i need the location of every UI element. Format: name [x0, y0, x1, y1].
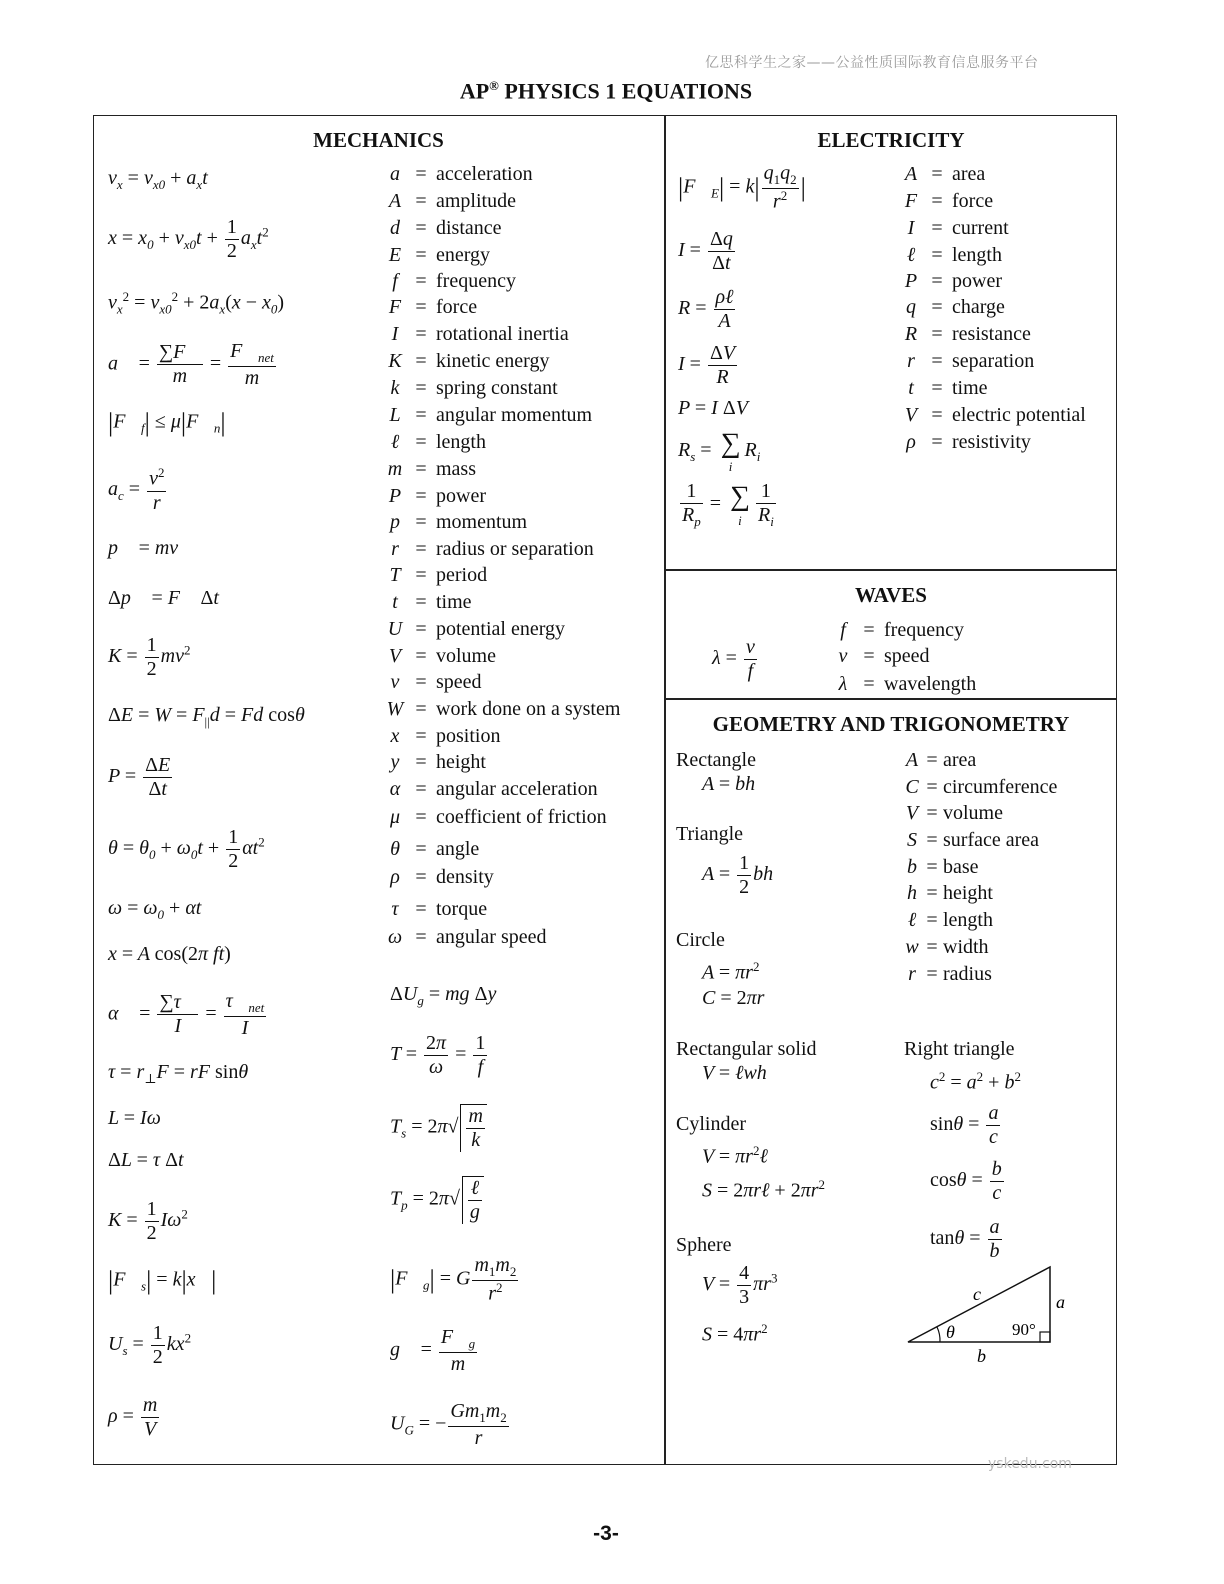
circle-label: Circle — [676, 929, 725, 951]
series-resistance-equation: $R_s$ = ∑ i $R_i$ — [678, 428, 761, 475]
definition-row: v = speed — [838, 645, 930, 667]
definition-row: F = force — [388, 296, 478, 318]
rectangular-solid-volume-equation: V = ℓwh — [702, 1062, 767, 1084]
definition-row: I = rotational inertia — [391, 323, 569, 345]
parallel-resistance-equation: $\frac{1}{R_p}$ = ∑ i $\frac{1}{R_i}$ — [682, 480, 774, 529]
newton-second-law-equation: a⃗ = $\frac{\sum F⃗}{m}$ = $F⃗_{net}$ m — [108, 340, 274, 389]
triangle-area-equation: A = $\frac{1}{2}$ bh — [702, 852, 774, 898]
definition-row: μ = coefficient of friction — [389, 806, 607, 828]
friction-inequality: $|F⃗_f|$ ≤ $\mu|F⃗_n|$ — [108, 408, 226, 437]
period-equation: T = $\frac{2\pi}{\omega}$ = $\frac{1}{f}$ — [390, 1032, 486, 1078]
gravitational-potential-energy-change-equation: $\Delta U_g$ = mg Δy — [390, 983, 497, 1008]
gravitational-force-equation: $|F⃗_g| = G$ $\frac{m_1m_2}{r^2}$ — [390, 1254, 517, 1305]
momentum-equation: p⃗ = mv⃗ — [108, 537, 194, 559]
definition-row: V = electric potential — [904, 404, 1086, 426]
wavelength-equation: λ = $\frac{v}{f}$ — [712, 636, 755, 682]
definition-row: k = spring constant — [390, 377, 558, 399]
definition-row: ω = angular speed — [387, 926, 547, 948]
definition-row: α = angular acceleration — [389, 778, 598, 800]
definition-row: x = position — [390, 725, 501, 747]
right-triangle-diagram — [900, 1260, 1080, 1370]
definition-row: R = resistance — [904, 323, 1031, 345]
watermark-top: 亿思科学生之家——公益性质国际教育信息服务平台 — [705, 55, 1039, 71]
definition-row: V = volume — [905, 802, 1003, 824]
current-equation: I = $\frac{\Delta q}{\Delta t}$ — [678, 228, 733, 274]
opposite-label: a — [1056, 1292, 1065, 1312]
cylinder-surface-area-equation: S = 2πrℓ + $2\pi r^2$ — [702, 1177, 826, 1202]
cosine-equation: cosθ = $\frac{b}{c}$ — [930, 1158, 1002, 1204]
definition-row: S = surface area — [907, 829, 1040, 851]
hookes-law-equation: $|F⃗_s|$ = k|x⃗| — [108, 1266, 217, 1295]
electricity-waves-divider — [664, 569, 1117, 571]
torque-equation: $\tau = r_\perp F$ = rF sinθ — [108, 1061, 249, 1086]
coulombs-law-equation: $|F⃗_E| = k|$ $\frac{q_1q_2}{r^2}$ | — [678, 162, 806, 213]
spring-period-equation: $T_s = 2\pi√$ $\frac{m}{k}$ — [390, 1104, 487, 1152]
rotational-kinetic-energy-equation: K = $\frac{1}{2}$ $I\omega^2$ — [108, 1198, 188, 1244]
definition-row: m = mass — [387, 458, 476, 480]
angular-position-equation: $\theta = \theta_0 + \omega_0t$ + $\frac{1}{2}$ $\alpha t^2$ — [108, 826, 265, 872]
electricity-heading: ELECTRICITY — [817, 128, 965, 152]
angular-velocity-equation: $\omega = \omega_0 + \alpha t$ — [108, 897, 202, 922]
right-triangle-label: Right triangle — [904, 1038, 1015, 1060]
definition-row: f = frequency — [392, 270, 516, 292]
right-angle-label: 90° — [1012, 1320, 1036, 1339]
definition-row: ℓ = length — [390, 431, 486, 453]
waves-heading: WAVES — [855, 583, 927, 607]
cylinder-label: Cylinder — [676, 1113, 746, 1135]
definition-row: V = volume — [388, 645, 496, 667]
centripetal-acceleration-equation: $a_c$ = $\frac{v^2}{r}$ — [108, 465, 165, 514]
definition-row: t = time — [392, 591, 472, 613]
angular-impulse-equation: ΔL = τ Δt — [108, 1149, 184, 1171]
angle-theta-arc — [937, 1327, 940, 1342]
triangle-label: Triangle — [676, 823, 744, 845]
circle-circumference-equation: C = 2πr — [702, 987, 765, 1009]
hypotenuse-label: c — [973, 1284, 981, 1304]
definition-row: K = kinetic energy — [388, 350, 550, 372]
power-equation: P = $\frac{\Delta E}{\Delta t}$ — [108, 754, 171, 800]
tangent-equation: tanθ = $\frac{a}{b}$ — [930, 1216, 1000, 1262]
sphere-surface-area-equation: $S = 4\pi r^2$ — [702, 1321, 768, 1346]
definition-row: A = area — [904, 163, 986, 185]
definition-row: U = potential energy — [387, 618, 566, 640]
definition-row: A = amplitude — [388, 190, 516, 212]
angular-acceleration-equation: α⃗ = $\frac{\sum\tau⃗}{I}$ = $\tau⃗_{net}$ I — [108, 990, 265, 1039]
definition-row: W = work done on a system — [386, 698, 621, 720]
ohms-law-equation: I = $\frac{\Delta V}{R}$ — [678, 342, 736, 388]
definition-row: C = circumference — [905, 776, 1058, 798]
definition-row: λ = wavelength — [838, 673, 977, 695]
rectangle-area-equation: A = bh — [702, 773, 756, 795]
kinematics-position-equation: $x = x_0 + v_{x0}t$ + $\frac{1}{2}$ $a_xt^2$ — [108, 216, 269, 262]
impulse-equation: Δp⃗ = F⃗ Δt — [108, 587, 219, 609]
definition-row: y = height — [390, 751, 486, 773]
definition-row: ℓ = length — [907, 909, 993, 931]
definition-row: a = acceleration — [390, 163, 533, 185]
theta-label: θ — [946, 1322, 955, 1342]
kinematics-velocity-squared-equation: $v_x^2 = v_{x0}^2 + 2a_x(x - x_0)$ — [108, 289, 285, 317]
definition-row: f = frequency — [840, 619, 964, 641]
definition-row: b = base — [907, 856, 979, 878]
simple-harmonic-position-equation: x = A cos(2π ft) — [108, 943, 231, 965]
definition-row: ℓ = length — [906, 244, 1002, 266]
electric-power-equation: P = I ΔV — [678, 397, 748, 419]
pythagorean-equation: $c^2 = a^2 + b^2$ — [930, 1069, 1021, 1094]
cylinder-volume-equation: $V = \pi r^2\ell$ — [702, 1143, 768, 1168]
page-number: -3- — [593, 1522, 619, 1545]
circle-area-equation: $A = \pi r^2$ — [702, 959, 760, 984]
gravitational-field-equation: g⃗ = $\frac{F⃗_g}{m}$ — [390, 1326, 476, 1375]
kinetic-energy-equation: K = $\frac{1}{2}$ $mv^2$ — [108, 634, 191, 680]
sphere-volume-equation: V = $\frac{4}{3}$ $\pi r^3$ — [702, 1262, 778, 1308]
definition-row: τ = torque — [391, 898, 488, 920]
work-energy-equation: $\Delta E = W = F_{||}d = Fd$ cosθ — [108, 704, 305, 729]
definition-row: L = angular momentum — [389, 404, 593, 426]
definition-row: r = radius or separation — [391, 538, 594, 560]
definition-row: p = momentum — [390, 511, 528, 533]
definition-row: d = distance — [390, 217, 502, 239]
kinematics-velocity-equation: $v_x = v_{x0} + a_xt$ — [108, 167, 208, 192]
definition-row: r = separation — [907, 350, 1035, 372]
mechanics-heading: MECHANICS — [313, 128, 444, 152]
definition-row: P = power — [904, 270, 1002, 292]
definition-row: t = time — [908, 377, 988, 399]
definition-row: F = force — [904, 190, 994, 212]
rectangle-label: Rectangle — [676, 749, 756, 771]
sphere-label: Sphere — [676, 1234, 732, 1256]
definition-row: I = current — [907, 217, 1009, 239]
pendulum-period-equation: $T_p = 2\pi√$ ℓ g — [390, 1176, 484, 1224]
spring-potential-energy-equation: $U_s$ = $\frac{1}{2}$ $kx^2$ — [108, 1322, 192, 1368]
definition-row: q = charge — [906, 296, 1005, 318]
definition-row: P = power — [388, 485, 486, 507]
definition-row: h = height — [907, 882, 993, 904]
density-equation: ρ = $\frac{m}{V}$ — [108, 1394, 158, 1440]
right-angle-marker — [1040, 1332, 1050, 1342]
definition-row: θ = angle — [390, 838, 480, 860]
geometry-heading: GEOMETRY AND TRIGONOMETRY — [712, 712, 1070, 736]
adjacent-label: b — [977, 1346, 986, 1366]
definition-row: ρ = density — [390, 866, 494, 888]
definition-row: E = energy — [388, 244, 491, 266]
sine-equation: sinθ = $\frac{a}{c}$ — [930, 1102, 999, 1148]
definition-row: w = width — [905, 936, 989, 958]
definition-row: A = area — [905, 749, 977, 771]
definition-row: ρ = resistivity — [906, 431, 1031, 453]
definition-row: T = period — [389, 564, 488, 586]
definition-row: v = speed — [390, 671, 482, 693]
watermark-bottom: yskedu.com — [988, 1456, 1072, 1472]
definition-row: r = radius — [908, 963, 992, 985]
rectangular-solid-label: Rectangular solid — [676, 1038, 817, 1060]
resistance-equation: R = ρℓ A — [678, 286, 734, 332]
angular-momentum-equation: L = Iω — [108, 1107, 161, 1129]
column-divider — [664, 115, 666, 1465]
gravitational-potential-energy-equation: $U_G$ = − $\frac{Gm_1m_2}{r}$ — [390, 1400, 507, 1449]
page-title: AP® PHYSICS 1 EQUATIONS — [459, 78, 753, 104]
waves-geometry-divider — [664, 698, 1117, 700]
